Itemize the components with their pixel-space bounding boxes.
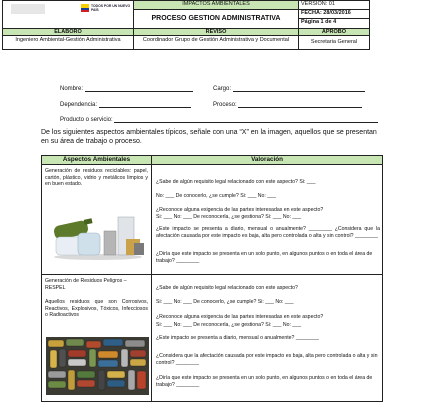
- aspect-description: Aquellos residuos que son Corrosivos, Reactivos, Explosivos, Tóxicos, Infecciosos o Radioactivos: [45, 299, 148, 319]
- producto-field[interactable]: Producto o servicio:: [60, 117, 378, 123]
- producto-input-line[interactable]: [114, 122, 378, 123]
- column-aspectos-header: Aspectos Ambientales: [41, 155, 152, 165]
- q2-exigencia: ¿Reconoce alguna exigencia de las partes interesadas en este aspecto?: [156, 314, 324, 320]
- valoracion-cell-reciclables: [151, 164, 383, 275]
- nombre-field[interactable]: Nombre:: [60, 86, 193, 92]
- pagina-cell: Página 1 de 4: [298, 18, 370, 29]
- valoracion-cell-respel: [151, 274, 383, 402]
- aprobo-value: Secretaria General: [298, 35, 370, 50]
- batteries-image[interactable]: [46, 337, 149, 395]
- q1-legal: ¿Sabe de algún requisito legal relacionado con este aspecto? Si: ___: [156, 179, 316, 185]
- cargo-input-line[interactable]: [233, 91, 365, 92]
- dependencia-input-line[interactable]: [99, 107, 191, 108]
- aspect-cell-respel: [41, 274, 152, 402]
- q4-puntos: ¿Diría que este impacto se presenta en un solo punto, en algunos puntos o en toda el área de trabajo? ________: [156, 251, 373, 264]
- q2b-gestiona: Si: ___ No: ___ De reconocerla, ¿se gestiona? Si: ___ No: ___: [156, 214, 302, 220]
- q1b-cumple: No: ___ De conocerlo, ¿se cumple? Si: ___ No: ___: [156, 193, 276, 199]
- flag-icon: [81, 4, 89, 12]
- nombre-input-line[interactable]: [85, 91, 193, 92]
- column-valoracion-header: Valoración: [151, 155, 383, 165]
- fecha-cell: FECHA: 28/03/2016: [298, 9, 370, 19]
- q3-frecuencia: ¿Este impacto se presenta a diario, mensual o anualmente? ________ ¿Considera que la afectación causada por este impacto es baja, alta pero controlada o alta y sin control? ________: [156, 226, 380, 239]
- aspect-title: Generación de residuos reciclables: papel, cartón, plástico, vidrio y metálicos limpios y en buen estado.: [45, 168, 148, 188]
- version-cell: VERSIÓN: 01: [298, 0, 370, 10]
- reviso-header: REVISO: [133, 28, 299, 36]
- aprobo-header: APROBO: [298, 28, 370, 36]
- logo-slogan: TODOS POR UN NUEVO PAÍS: [91, 4, 131, 12]
- bottles-and-cans-image[interactable]: [48, 213, 146, 261]
- q2b-gestiona: Si: ___ No: ___ De reconocerla, ¿se gestiona? Si: ___ No: ___: [156, 322, 302, 328]
- elaboro-header: ELABORO: [2, 28, 134, 36]
- aspect-cell-reciclables: [41, 164, 152, 275]
- q4-puntos: ¿Diría que este impacto se presenta en un solo punto, en algunos puntos o en toda el área de trabajo? ________: [156, 375, 373, 388]
- proceso-title: PROCESO GESTION ADMINISTRATIVA: [133, 9, 299, 29]
- q3-frecuencia: ¿Este impacto se presenta a diario, mensual o anualmente? ________: [156, 335, 319, 341]
- impactos-title: IMPACTOS AMBIENTALES: [133, 0, 299, 10]
- header-logo-area: [2, 0, 134, 29]
- intro-paragraph: De los siguientes aspectos ambientales típicos, señale con una “X” en la imagen, aquellos que se presentan en su área de trabajo o proceso.: [41, 129, 377, 145]
- q2-exigencia: ¿Reconoce alguna exigencia de las partes interesadas en este aspecto?: [156, 207, 324, 213]
- proceso-field[interactable]: Proceso:: [213, 102, 362, 108]
- elaboro-value: Ingeniero Ambiental-Gestión Administrativa: [2, 35, 134, 50]
- cargo-field[interactable]: Cargo:: [213, 86, 365, 92]
- q1b-cumple: Si: ___ No: ___ De conocerlo, ¿se cumple? Si: ___ No: ___: [156, 299, 294, 305]
- ministry-logo-icon: [11, 4, 45, 14]
- reviso-value: Coordinador Grupo de Gestión Administrativa y Documental: [133, 35, 299, 50]
- aspect-title: Generación de Residuos Peligros – RESPEL: [45, 278, 127, 291]
- dependencia-field[interactable]: Dependencia:: [60, 102, 191, 108]
- q3b-afectacion: ¿Considera que la afectación causada por este impacto es baja, alta pero controlada o alta y sin control? ________: [156, 353, 378, 366]
- proceso-input-line[interactable]: [238, 107, 362, 108]
- q1-legal: ¿Sabe de algún requisito legal relacionado con este aspecto?: [156, 285, 298, 291]
